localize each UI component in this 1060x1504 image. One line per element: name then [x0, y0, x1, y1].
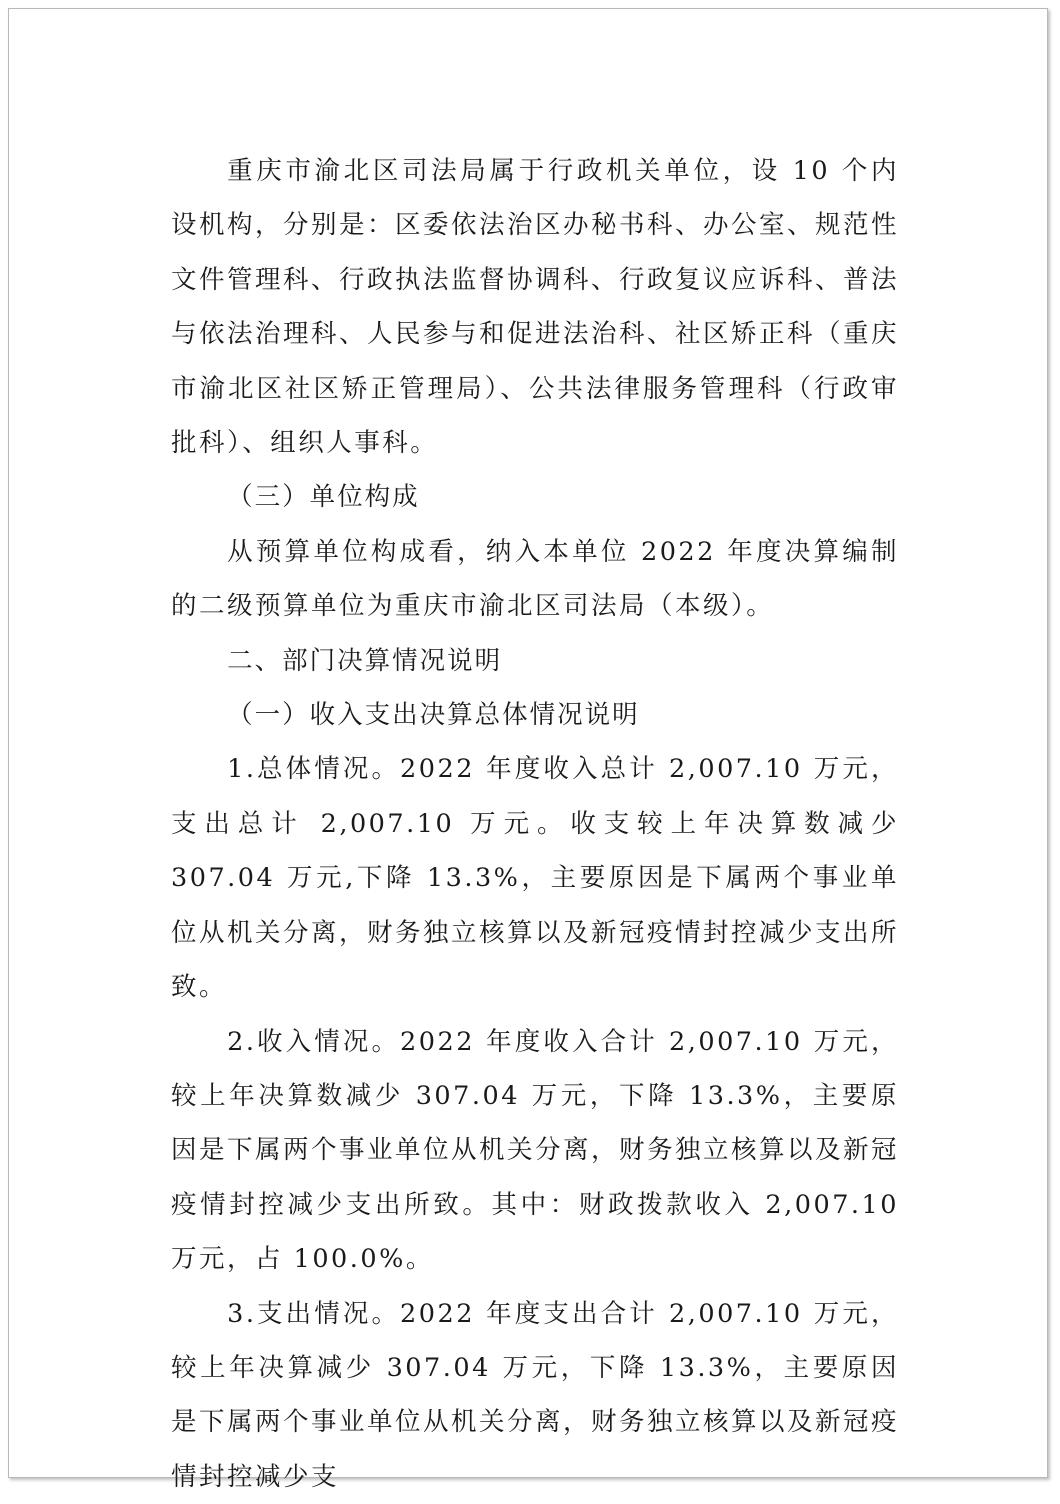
paragraph-expense-situation: 3.支出情况。2022 年度支出合计 2,007.10 万元，较上年决算减少 307.04 万元，下降 13.3%，主要原因是下属两个事业单位从机关分离，财务独立核算以及新冠疫情封控减少支 — [171, 1298, 900, 1492]
document-page — [8, 8, 1048, 1492]
paragraph-institutions: 重庆市渝北区司法局属于行政机关单位，设 10 个内设机构，分别是：区委依法治区办秘书科、办公室、规范性文件管理科、行政执法监督协调科、行政复议应诉科、普法与依法治理科、人民参与和促进法治科、社区矫正科（重庆市渝北区社区矫正管理局）、公共法律服务管理科（行政审批科）、组织人事科。 — [171, 156, 900, 459]
paragraph-overall-situation: 1.总体情况。2022 年度收入总计 2,007.10 万元，支出总计 2,007.10 万元。收支较上年决算数减少 307.04 万元,下降 13.3%，主要原因是下属两个事业单位从机关分离，财务独立核算以及新冠疫情封控减少支出所致。 — [171, 754, 900, 1003]
paragraph-income-situation: 2.收入情况。2022 年度收入合计 2,007.10 万元，较上年决算数减少 307.04 万元，下降 13.3%，主要原因是下属两个事业单位从机关分离，财务独立核算以及新冠疫情封控减少支出所致。其中：财政拨款收入 2,007.10 万元，占 100.0%。 — [171, 1026, 900, 1275]
section-heading-unit-composition: （三）单位构成 — [227, 482, 420, 513]
section-heading-final-accounts: 二、部门决算情况说明 — [227, 645, 503, 676]
document-body — [171, 144, 899, 1504]
section-heading-income-expense-overview: （一）收入支出决算总体情况说明 — [227, 700, 640, 731]
paragraph-unit-composition: 从预算单位构成看，纳入本单位 2022 年度决算编制的二级预算单位为重庆市渝北区司法局（本级）。 — [171, 536, 899, 622]
